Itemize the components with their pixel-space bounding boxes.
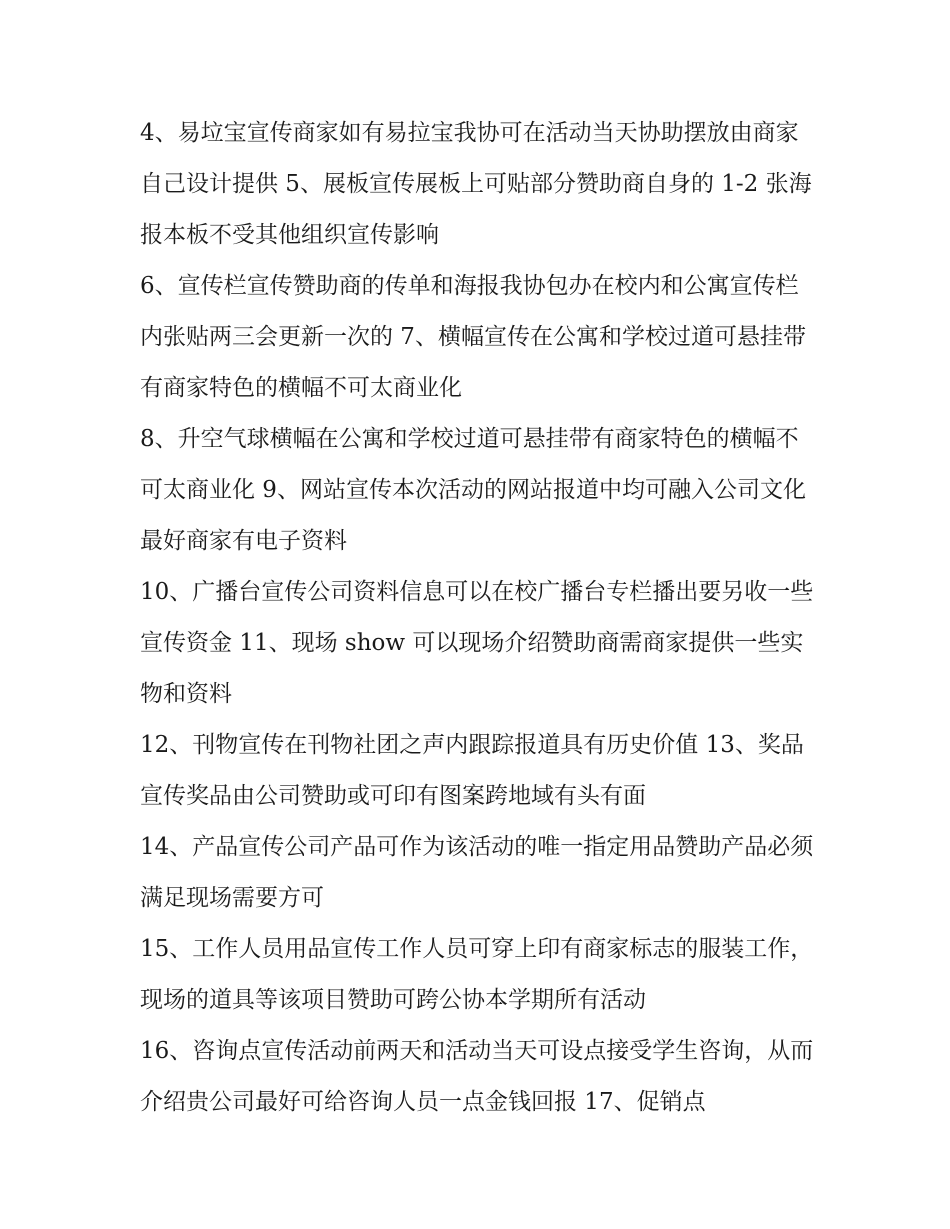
paragraph-item-10-11: 10、广播台宣传公司资料信息可以在校广播台专栏播出要另收一些宣传资金 11、现场 show 可以现场介绍赞助商需商家提供一些实物和资料 <box>140 579 814 707</box>
paragraph-item-8-9: 8、升空气球横幅在公寓和学校过道可悬挂带有商家特色的横幅不可太商业化 9、网站宣传本次活动的网站报道中均可融入公司文化最好商家有电子资料 <box>140 426 806 554</box>
paragraph-item-12-13: 12、刊物宣传在刊物社团之声内跟踪报道具有历史价值 13、奖品宣传奖品由公司赞助或可印有图案跨地域有头有面 <box>140 732 804 809</box>
paragraph-item-6-7: 6、宣传栏宣传赞助商的传单和海报我协包办在校内和公寓宣传栏内张贴两三会更新一次的 7、横幅宣传在公寓和学校过道可悬挂带有商家特色的横幅不可太商业化 <box>140 273 806 401</box>
paragraph-item-14: 14、产品宣传公司产品可作为该活动的唯一指定用品赞助产品必须满足现场需要方可 <box>140 834 814 911</box>
document-body <box>140 108 820 1128</box>
paragraph-item-15: 15、工作人员用品宣传工作人员可穿上印有商家标志的服装工作，现场的道具等该项目赞助可跨公协本学期所有活动 <box>140 936 814 1013</box>
paragraph-item-4-5: 4、易垃宝宣传商家如有易拉宝我协可在活动当天协助摆放由商家自己设计提供 5、展板宣传展板上可贴部分赞助商自身的 1-2 张海报本板不受其他组织宣传影响 <box>140 120 812 248</box>
paragraph-item-16-17: 16、咨询点宣传活动前两天和活动当天可设点接受学生咨询，从而介绍贵公司最好可给咨询人员一点金钱回报 17、促销点 <box>140 1038 814 1115</box>
